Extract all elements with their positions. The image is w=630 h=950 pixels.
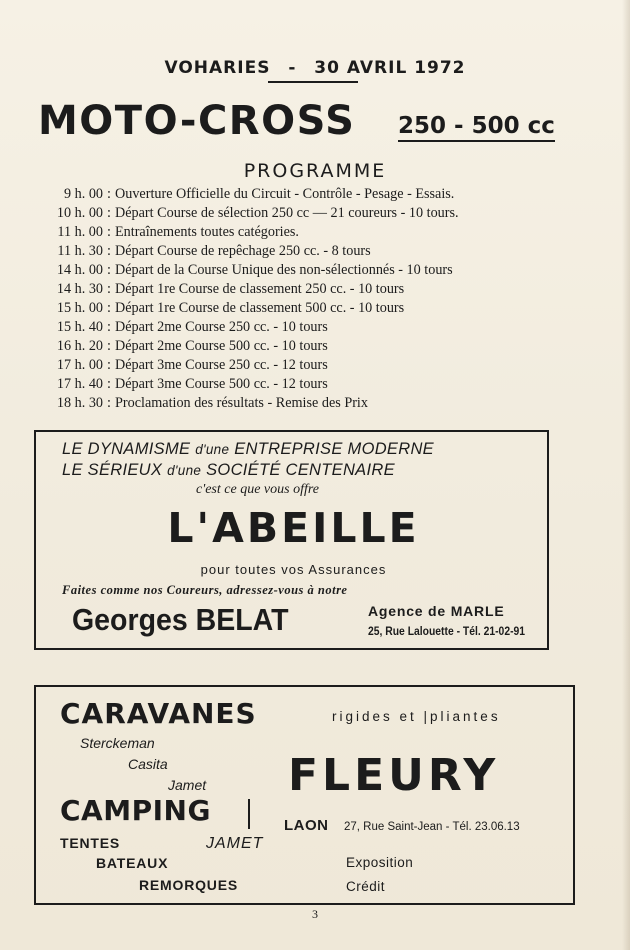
abeille-invitation: Faites comme nos Coureurs, adressez-vous à notre	[62, 583, 348, 597]
fleury-address: 27, Rue Saint-Jean - Tél. 23.06.13	[344, 821, 520, 833]
schedule-row: 9 h. 00 : Ouverture Officielle du Circuit - Contrôle - Pesage - Essais.	[33, 185, 593, 204]
paper-edge-shadow	[622, 0, 630, 950]
schedule-row: 14 h. 00 : Départ de la Course Unique des non-sélectionnés - 10 tours	[33, 261, 593, 280]
abeille-address: 25, Rue Lalouette - Tél. 21-02-91	[368, 626, 526, 638]
fleury-company-name: FLEURY	[288, 750, 500, 801]
schedule-time: 14 h. 30	[56, 281, 103, 297]
fleury-brand-sterckeman: Sterckeman	[80, 735, 155, 751]
fleury-jamet: JAMET	[206, 835, 264, 852]
schedule-row: 16 h. 20 : Départ 2me Course 500 cc. - 10 tours	[33, 337, 593, 356]
schedule-event: Départ de la Course Unique des non-sélectionnés - 10 tours	[115, 262, 453, 278]
schedule-event: Départ 2me Course 500 cc. - 10 tours	[115, 338, 328, 354]
abeille-agency: Agence de MARLE	[368, 603, 505, 619]
schedule-time: 17 h. 40	[56, 376, 103, 392]
fleury-bateaux: BATEAUX	[96, 855, 169, 871]
fleury-brand-jamet: Jamet	[168, 777, 207, 793]
fleury-credit: Crédit	[346, 879, 386, 894]
schedule-time: 10 h. 00	[56, 205, 103, 221]
fleury-brand-casita: Casita	[128, 756, 168, 772]
fleury-camping: CAMPING	[60, 794, 211, 827]
abeille-advertisement	[34, 430, 549, 650]
event-place: VOHARIES	[164, 58, 271, 78]
schedule-event: Départ 2me Course 250 cc. - 10 tours	[115, 319, 328, 335]
header-underline	[268, 81, 358, 83]
schedule-time: 11 h. 00	[57, 224, 103, 240]
fleury-tentes: TENTES	[60, 835, 121, 851]
event-date: 30 AVRIL 1972	[314, 58, 466, 78]
schedule-event: Départ 3me Course 500 cc. - 12 tours	[115, 376, 328, 392]
schedule-time: 18 h. 30	[56, 395, 103, 411]
schedule-row: 11 h. 00 : Entraînements toutes catégories.	[33, 223, 593, 242]
schedule-time: 17 h. 00	[56, 357, 103, 373]
page-number: 3	[312, 907, 318, 921]
abeille-agent-name: Georges BELAT	[72, 602, 289, 637]
fleury-remorques: REMORQUES	[139, 877, 238, 893]
abeille-company-name: L'ABEILLE	[167, 504, 420, 552]
abeille-slogan-1: LE DYNAMISME d'une ENTREPRISE MODERNE	[62, 440, 434, 458]
schedule-time: 9 h. 00	[63, 186, 103, 202]
fleury-exposition: Exposition	[346, 855, 414, 870]
abeille-assurances: pour toutes vos Assurances	[200, 562, 387, 577]
fleury-divider	[248, 799, 250, 829]
fleury-city: LAON	[284, 817, 329, 834]
abeille-offer: c'est ce que vous offre	[196, 482, 319, 497]
header-dash: -	[288, 58, 297, 78]
abeille-slogan-2: LE SÉRIEUX d'une SOCIÉTÉ CENTENAIRE	[62, 461, 395, 479]
schedule-time: 16 h. 20	[56, 338, 103, 354]
schedule-event: Proclamation des résultats - Remise des Prix	[115, 395, 368, 411]
schedule-row: 11 h. 30 : Départ Course de repêchage 250 cc. - 8 tours	[33, 242, 593, 261]
schedule-time: 11 h. 30	[57, 243, 103, 259]
event-header	[0, 58, 630, 78]
programme-schedule	[33, 185, 593, 413]
page-title: MOTO-CROSS	[38, 98, 356, 144]
schedule-time: 15 h. 00	[56, 300, 103, 316]
fleury-caravanes: CARAVANES	[60, 697, 257, 730]
schedule-event: Entraînements toutes catégories.	[115, 224, 299, 240]
schedule-row: 10 h. 00 : Départ Course de sélection 250 cc — 21 coureurs - 10 tours.	[33, 204, 593, 223]
schedule-event: Départ 3me Course 250 cc. - 12 tours	[115, 357, 328, 373]
engine-classes: 250 - 500 cc	[398, 113, 555, 142]
schedule-event: Départ 1re Course de classement 250 cc. - 10 tours	[115, 281, 405, 297]
schedule-row: 17 h. 00 : Départ 3me Course 250 cc. - 12 tours	[33, 356, 593, 375]
schedule-event: Départ Course de sélection 250 cc — 21 coureurs - 10 tours.	[115, 205, 459, 221]
programme-heading: PROGRAMME	[243, 160, 387, 182]
schedule-row: 15 h. 00 : Départ 1re Course de classement 500 cc. - 10 tours	[33, 299, 593, 318]
schedule-event: Ouverture Officielle du Circuit - Contrôle - Pesage - Essais.	[115, 186, 455, 202]
fleury-advertisement	[34, 685, 575, 905]
schedule-time: 14 h. 00	[56, 262, 103, 278]
schedule-event: Départ Course de repêchage 250 cc. - 8 tours	[115, 243, 371, 259]
fleury-caravan-types: rigides et |pliantes	[332, 709, 501, 724]
schedule-row: 15 h. 40 : Départ 2me Course 250 cc. - 10 tours	[33, 318, 593, 337]
schedule-time: 15 h. 40	[56, 319, 103, 335]
schedule-row: 18 h. 30 : Proclamation des résultats - Remise des Prix	[33, 394, 593, 413]
schedule-row: 17 h. 40 : Départ 3me Course 500 cc. - 12 tours	[33, 375, 593, 394]
schedule-row: 14 h. 30 : Départ 1re Course de classement 250 cc. - 10 tours	[33, 280, 593, 299]
schedule-event: Départ 1re Course de classement 500 cc. - 10 tours	[115, 300, 405, 316]
